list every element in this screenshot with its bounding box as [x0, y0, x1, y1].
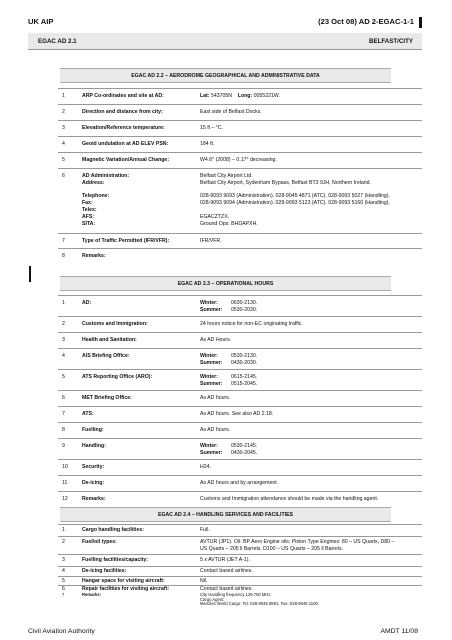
divider [58, 233, 422, 234]
row-value: East side of Belfast Docks. [200, 109, 262, 115]
row-label: ARP Co-ordinates and site at AD: [82, 93, 164, 99]
divider [58, 248, 422, 249]
row-number: 6 [62, 173, 65, 179]
winter-label: Winter: [200, 443, 218, 449]
row-value [200, 173, 422, 227]
row-value: As AD hours and by arrangement. [200, 480, 279, 486]
cargo-agent-contact: Menzies World Cargo: Tel: 028-9045 8891; Fax: 028-9046 1100. [200, 601, 319, 607]
row-number: 10 [62, 464, 68, 470]
afs-value: EGACZTZX. [200, 213, 230, 220]
section-bar [28, 33, 422, 50]
row-number: 4 [62, 568, 65, 574]
row-label: De-icing facilities: [82, 568, 127, 574]
row-label: AIS Briefing Office: [82, 353, 130, 359]
summer-label: Summer: [200, 380, 223, 387]
address-label: Address: [82, 179, 105, 186]
row-label: Direction and distance from city: [82, 109, 163, 115]
divider [58, 369, 422, 370]
divider [58, 524, 422, 525]
winter-hours: 0530-2145. [231, 443, 258, 449]
row-value [200, 593, 422, 607]
row-value: As AD hours. [200, 427, 231, 433]
winter-label: Winter: [200, 353, 218, 359]
row-value: 15 ft – °C. [200, 125, 224, 131]
row-value: W4.6° (2008) – 0.17° decreasing. [200, 157, 277, 163]
row-value: As AD hours. [200, 395, 231, 401]
row-label: Elevation/Reference temperature: [82, 125, 165, 131]
divider [58, 295, 422, 296]
admin-value: Belfast City Airport Ltd. [200, 173, 253, 179]
divider [58, 88, 422, 89]
row-number: 4 [62, 141, 65, 147]
admin-label: AD Administration: [82, 173, 130, 179]
long-value: 0055221W. [253, 93, 280, 99]
publication-title: UK AIP [28, 17, 54, 26]
winter-label: Winter: [200, 374, 218, 380]
divider [58, 332, 422, 333]
long-label: Long: [237, 93, 253, 99]
address-value: Belfast City Airport, Sydenham Bypass, Belfast BT3 9JH, Northern Ireland. [200, 179, 371, 186]
winter-label: Winter: [200, 300, 218, 306]
row-number: 3 [62, 337, 65, 343]
row-label: Handling: [82, 443, 106, 449]
divider [58, 390, 422, 391]
amendment-number: AMDT 11/08 [380, 628, 418, 635]
row-number: 11 [62, 480, 68, 486]
row-label: ATS Reporting Office (ARO): [82, 374, 153, 380]
summer-label: Summer: [200, 359, 223, 366]
row-value: Contact based airlines. [200, 586, 253, 592]
row-number: 12 [62, 496, 68, 502]
row-number: 5 [62, 578, 65, 584]
row-number: 2 [62, 109, 65, 115]
divider [58, 120, 422, 121]
section-code: EGAC AD 2.1 [38, 38, 77, 45]
row-value [200, 93, 422, 100]
sita-value: Ground Ops: BHDAPXH. [200, 220, 258, 227]
telephone-value: 028-9093 9093 (Administration). 028-9045 4871 (ATC). 028-9093 5027 (Handling). [200, 193, 390, 200]
divider [58, 136, 422, 137]
row-label: Magnetic Variation/Annual Change: [82, 157, 170, 163]
divider [58, 348, 422, 349]
row-value: Customs and Immigration attendance should be made via the handling agent. [200, 496, 379, 502]
row-number: 2 [62, 321, 65, 327]
row-label: Security: [82, 464, 105, 470]
row-label: Fuel/oil types: [82, 539, 117, 545]
cargo-agent-label: Cargo Agent: [200, 596, 225, 602]
fuel-types-line2: US Quarts – 205 ll Barrels, D100 – US Quarts – 205 ll Barrels. [200, 545, 344, 552]
amendment-bar [29, 266, 31, 282]
page-reference: (23 Oct 08) AD 2-EGAC-1-1 [318, 17, 414, 26]
winter-hours: 0615-2145. [231, 374, 258, 380]
fax-value: 028-9093 9094 (Administration). 028-9093 5123 (ATC). 028-9093 5160 (Handling). [200, 200, 390, 207]
summer-label: Summer: [200, 449, 223, 456]
row-number: 7 [62, 592, 65, 597]
summer-hours: 0430-2045. [231, 449, 258, 456]
row-number: 8 [62, 427, 65, 433]
row-value: 24 hours notice for non-EC originating traffic. [200, 321, 303, 327]
row-value: Nil. [200, 578, 208, 584]
telephone-label: Telephone: [82, 193, 110, 200]
winter-hours: 0530-2130. [231, 353, 258, 359]
row-value: Contact based airlines. [200, 568, 253, 574]
summer-hours: 0430-2030. [231, 359, 258, 366]
divider [58, 536, 422, 537]
row-label: Remarks: [82, 496, 106, 502]
row-label: De-icing: [82, 480, 105, 486]
divider [58, 168, 422, 169]
table-title-ad22: EGAC AD 2.2 – AERODROME GEOGRAPHICAL AND ADMINISTRATIVE DATA [60, 68, 391, 83]
divider [58, 422, 422, 423]
row-number: 3 [62, 125, 65, 131]
divider [58, 566, 422, 567]
divider [58, 491, 422, 492]
row-value [200, 300, 422, 314]
row-value: 184 ft. [200, 141, 215, 147]
summer-hours: 0515-2045. [231, 380, 258, 387]
table-title-ad23: EGAC AD 2.3 – OPERATIONAL HOURS [60, 276, 391, 291]
row-number: 7 [62, 238, 65, 244]
row-label: Type of Traffic Permitted (IFR/VFR): [82, 238, 170, 244]
row-label: Fuelling facilities/capacity: [82, 557, 149, 563]
row-label: Repair facilities for visiting aircraft: [82, 586, 170, 592]
row-number: 9 [62, 443, 65, 449]
row-value [200, 353, 422, 367]
fuel-types-line1: AVTUR (JP1). Oil: BP Aero Engine oils; Piston Type Engines: 80 – US Quarts, D80 – [200, 539, 395, 545]
amendment-bar [419, 17, 422, 28]
row-number: 6 [62, 586, 65, 592]
row-label: Geoid undulation at AD ELEV PSN: [82, 141, 169, 147]
row-label: Hangar space for visiting aircraft: [82, 578, 165, 584]
divider [58, 406, 422, 407]
divider [58, 316, 422, 317]
row-value [200, 539, 422, 553]
row-value: As AD Hours. [200, 337, 232, 343]
row-number: 5 [62, 157, 65, 163]
row-label: ATS: [82, 411, 94, 417]
row-value: IFR/VFR. [200, 238, 222, 244]
row-number: 8 [62, 253, 65, 259]
row-value: As AD hours. See also AD 2.18. [200, 411, 274, 417]
summer-label: Summer: [200, 306, 223, 313]
row-number: 1 [62, 300, 65, 306]
publisher: Civil Aviation Authority [28, 628, 95, 635]
row-label: Customs and Immigration: [82, 321, 148, 327]
row-value: H24. [200, 464, 211, 470]
table-row [58, 173, 422, 235]
row-number: 7 [62, 411, 65, 417]
table-title-ad24: EGAC AD 2.4 – HANDLING SERVICES AND FACILITIES [60, 507, 391, 522]
telex-label: Telex: [82, 206, 97, 213]
divider [58, 438, 422, 439]
afs-label: AFS: [82, 213, 95, 220]
row-value [200, 374, 422, 388]
divider [58, 576, 422, 577]
row-number: 6 [62, 395, 65, 401]
row-label: MET Briefing Office: [82, 395, 132, 401]
sita-label: SITA: [82, 220, 96, 227]
row-number: 4 [62, 353, 65, 359]
row-label: AD: [82, 300, 92, 306]
row-number: 1 [62, 93, 65, 99]
row-number: 5 [62, 374, 65, 380]
divider [58, 459, 422, 460]
row-label: Fuelling: [82, 427, 104, 433]
lat-label: Lat: [200, 93, 210, 99]
row-number: 2 [62, 539, 65, 545]
winter-hours: 0630-2130. [231, 300, 258, 306]
row-label: Health and Sanitation: [82, 337, 137, 343]
row-label: Remarks: [82, 253, 106, 259]
aerodrome-name: BELFAST/CITY [368, 38, 413, 45]
row-value: 5 x AVTUR (JET A-1). [200, 557, 250, 563]
divider [58, 475, 422, 476]
summer-hours: 0530-2030. [231, 306, 258, 313]
row-value: Full. [200, 527, 210, 533]
divider [58, 152, 422, 153]
row-number: 1 [62, 527, 65, 533]
row-number: 3 [62, 557, 65, 563]
divider [58, 554, 422, 555]
page-header [28, 17, 424, 29]
fax-label: Fax: [82, 200, 93, 207]
row-label: Cargo handling facilities: [82, 527, 144, 533]
row-value [200, 443, 422, 457]
handling-frequency: City Handling frequency 129.750 MHz. [200, 592, 272, 597]
lat-value: 543705N [210, 93, 233, 99]
row-label: Remarks: [82, 592, 102, 597]
divider [58, 104, 422, 105]
